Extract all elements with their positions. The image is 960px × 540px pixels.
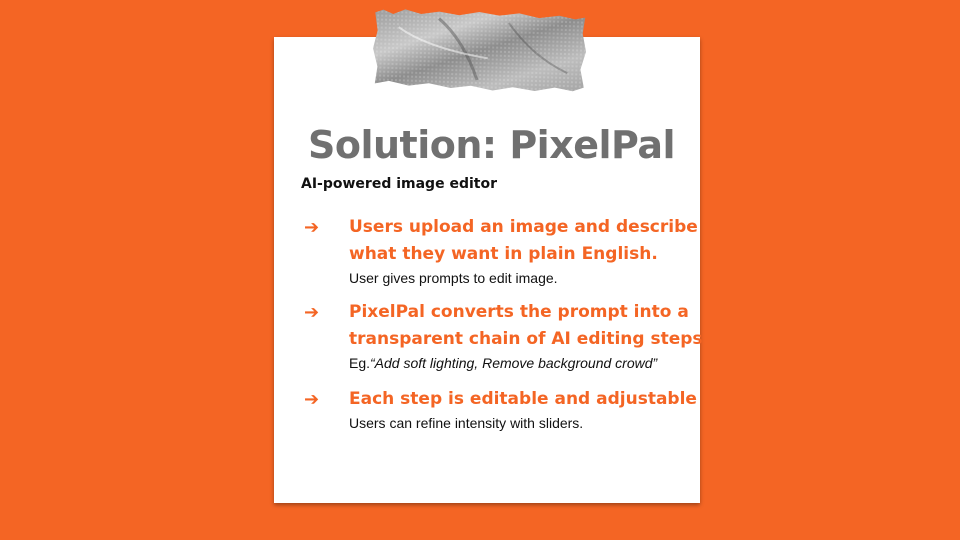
bullet-heading-line: transparent chain of AI editing steps [349,329,703,349]
arrow-right-icon: ➔ [304,217,320,238]
slide-subtitle: AI-powered image editor [301,176,497,192]
detail-example-quote: “Add soft lighting, Remove background crowd” [370,355,658,371]
bullet-detail [349,354,657,372]
slide-title: Solution: PixelPal [308,123,676,167]
detail-prefix: Eg. [349,355,371,371]
bullet-heading-line: Each step is editable and adjustable [349,389,697,409]
bullet-heading-line: Users upload an image and describe [349,217,698,237]
tape-strip-image [367,6,592,96]
arrow-right-icon: ➔ [304,302,320,323]
bullet-detail: Users can refine intensity with sliders. [349,415,584,431]
bullet-heading-line: PixelPal converts the prompt into a [349,302,689,322]
bullet-detail: User gives prompts to edit image. [349,270,558,286]
arrow-right-icon: ➔ [304,389,320,410]
bullet-heading-line: what they want in plain English. [349,244,658,264]
